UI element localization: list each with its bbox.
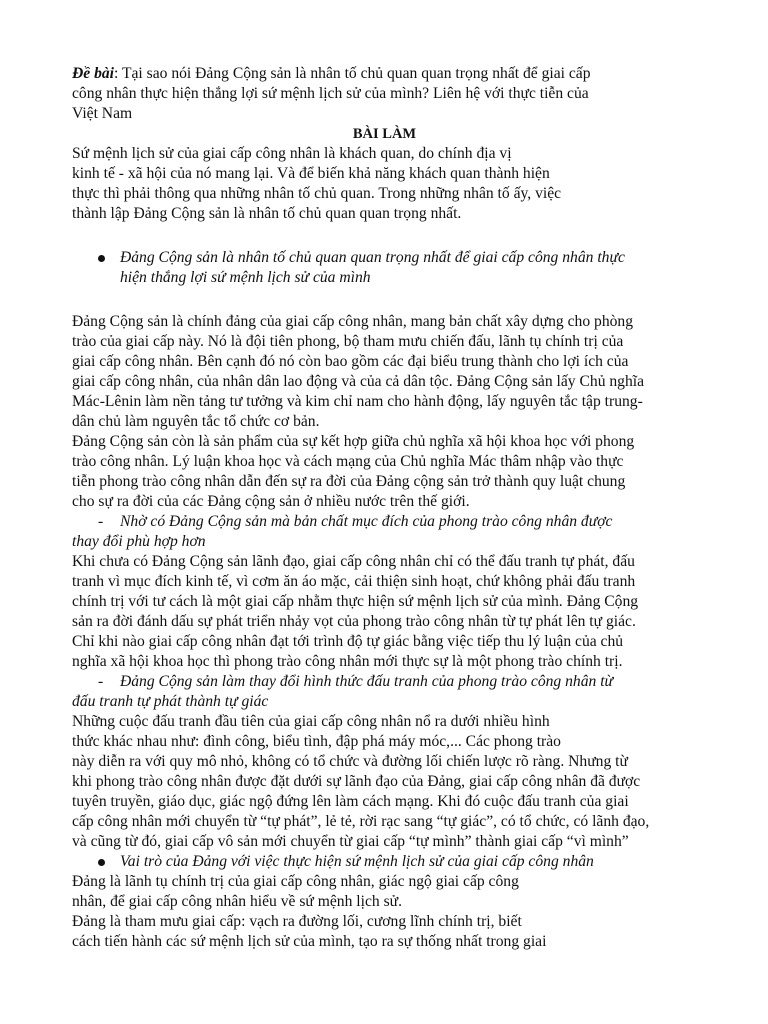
paragraph-line: thức khác nhau như: đình công, biểu tình, đập phá máy móc,... Các phong trào: [72, 733, 561, 750]
paragraph-line: nhân, để giai cấp công nhân hiểu về sứ mệnh lịch sử.: [72, 893, 402, 910]
paragraph-line: Những cuộc đấu tranh đầu tiên của giai cấp công nhân nổ ra dưới nhiều hình: [72, 713, 550, 730]
dash-line-continued: thay đổi phù hợp hơn: [72, 533, 206, 550]
paragraph-line: Đảng là tham mưu giai cấp: vạch ra đường lối, cương lĩnh chính trị, biết: [72, 913, 522, 930]
paragraph-line: chính trị với tư cách là một giai cấp nhằm thực hiện sứ mệnh lịch sử của mình. Đảng Cộng: [72, 593, 639, 610]
paragraph-line: khi phong trào công nhân được đặt dưới sự lãnh đạo của Đảng, giai cấp công nhân đã được: [72, 773, 641, 790]
prompt-line-2: công nhân thực hiện thắng lợi sứ mệnh lịch sử của mình? Liên hệ với thực tiễn của: [72, 85, 589, 102]
bullet-line: Vai trò của Đảng với việc thực hiện sứ mệnh lịch sử của giai cấp công nhân: [120, 853, 594, 870]
dash-text: Nhờ có Đảng Cộng sản mà bản chất mục đích của phong trào công nhân được: [120, 513, 613, 530]
paragraph-line: Đảng Cộng sản còn là sản phẩm của sự kết hợp giữa chủ nghĩa xã hội khoa học với phong: [72, 433, 635, 450]
dash-line: [72, 672, 697, 692]
intro-line: Sứ mệnh lịch sử của giai cấp công nhân là khách quan, do chính địa vị: [72, 145, 512, 162]
intro-paragraph: [72, 144, 697, 224]
prompt-question: : Tại sao nói Đảng Cộng sản là nhân tố chủ quan quan trọng nhất để giai cấp: [114, 65, 591, 82]
intro-line: thực thì phải thông qua những nhân tố chủ quan. Trong những nhân tố ấy, việc: [72, 185, 562, 202]
paragraph-6: [72, 912, 697, 952]
dash-line-continued: đấu tranh tự phát thành tự giác: [72, 693, 269, 710]
paragraph-line: tranh vì mục đích kinh tế, vì cơm ăn áo mặc, cải thiện sinh hoạt, chứ không phải đấu tranh: [72, 573, 636, 590]
paragraph-line: cấp công nhân mới chuyển từ “tự phát”, lẻ tẻ, rời rạc sang “tự giác”, có tổ chức, có lãnh đạo,: [72, 813, 650, 830]
dash-text: Đảng Cộng sản làm thay đổi hình thức đấu tranh của phong trào công nhân từ: [120, 673, 614, 690]
paragraph-line: dân chủ làm nguyên tắc tổ chức cơ bản.: [72, 413, 320, 430]
paragraph-line: Mác-Lênin làm nền tảng tư tưởng và kim chỉ nam cho hành động, lấy nguyên tắc tập trung-: [72, 393, 643, 410]
paragraph-line: Đảng là lãnh tụ chính trị của giai cấp công nhân, giác ngộ giai cấp công: [72, 873, 519, 890]
bullet-dot-icon: [98, 859, 105, 866]
paragraph-line: Đảng Cộng sản là chính đảng của giai cấp công nhân, mang bản chất xây dựng cho phòng: [72, 313, 634, 330]
paragraph-line: trào công nhân. Lý luận khoa học và cách mạng của Chủ nghĩa Mác thâm nhập vào thực: [72, 453, 624, 470]
paragraph-line: tuyên truyền, giáo dục, giác ngộ đứng lên làm cách mạng. Khi đó cuộc đấu tranh của giai: [72, 793, 629, 810]
paragraph-line: cách tiến hành các sứ mệnh lịch sử của mình, tạo ra sự thống nhất trong giai: [72, 933, 547, 950]
bullet-line: hiện thắng lợi sứ mệnh lịch sử của mình: [120, 269, 371, 286]
paragraph-line: sản ra đời đánh dấu sự phát triển nhảy vọt của phong trào công nhân từ tự phát lên tự giác.: [72, 613, 636, 630]
dash-line: [72, 512, 697, 532]
paragraph-line: Chỉ khi nào giai cấp công nhân đạt tới trình độ tự giác bằng việc tiếp thu lý luận của chủ: [72, 633, 624, 650]
paragraph-4: [72, 712, 697, 852]
paragraph-line: giai cấp công nhân, của nhân dân lao động và của cả dân tộc. Đảng Cộng sản lấy Chủ nghĩa: [72, 373, 645, 390]
prompt: [72, 64, 697, 124]
bullet-line: Đảng Cộng sản là nhân tố chủ quan quan trọng nhất để giai cấp công nhân thực: [120, 249, 625, 266]
spacer: [72, 224, 697, 244]
intro-line: kinh tế - xã hội của nó mang lại. Và để biến khả năng khách quan thành hiện: [72, 165, 550, 182]
paragraph-5: [72, 872, 697, 912]
paragraph-3: [72, 552, 697, 672]
paragraph-line: tiễn phong trào công nhân dẫn đến sự ra đời của Đảng cộng sản trở thành quy luật chung: [72, 473, 626, 490]
bullet-dot-icon: [98, 255, 105, 262]
paragraph-line: và cũng từ đó, giai cấp vô sản mới chuyển từ giai cấp “tự mình” thành giai cấp “vì mình”: [72, 833, 629, 850]
dash-heading-1: [72, 512, 697, 552]
bullet-heading-1: [72, 248, 697, 288]
paragraph-line: Khi chưa có Đảng Cộng sản lãnh đạo, giai cấp công nhân chỉ có thể đấu tranh tự phát, đấu: [72, 553, 635, 570]
intro-line: thành lập Đảng Cộng sản là nhân tố chủ quan quan trọng nhất.: [72, 205, 462, 222]
dash-heading-2: [72, 672, 697, 712]
paragraph-2: [72, 432, 697, 512]
paragraph-line: giai cấp công nhân. Bên cạnh đó nó còn bao gồm các đại biểu trung thành cho lợi ích của: [72, 353, 629, 370]
prompt-label: Đề bài: [72, 65, 115, 82]
dash-marker: -: [98, 673, 104, 690]
prompt-line-1: [72, 64, 697, 84]
paragraph-line: này diễn ra với quy mô nhỏ, không có tổ chức và đường lối chiến lược rõ ràng. Nhưng từ: [72, 753, 628, 770]
document-page: [72, 64, 697, 952]
paragraph-line: cho sự ra đời của các Đảng cộng sản ở nhiều nước trên thế giới.: [72, 493, 470, 510]
paragraph-line: trào của giai cấp này. Nó là đội tiên phong, bộ tham mưu chiến đấu, lãnh tụ chính trị của: [72, 333, 624, 350]
bullet-heading-2: [72, 852, 697, 872]
paragraph-line: nghĩa xã hội khoa học thì phong trào công nhân mới thực sự là một phong trào chính trị.: [72, 653, 623, 670]
prompt-line-3: Việt Nam: [72, 105, 133, 122]
spacer: [72, 288, 697, 308]
essay-heading: BÀI LÀM: [352, 126, 417, 142]
dash-marker: -: [98, 513, 104, 530]
paragraph-1: [72, 312, 697, 432]
